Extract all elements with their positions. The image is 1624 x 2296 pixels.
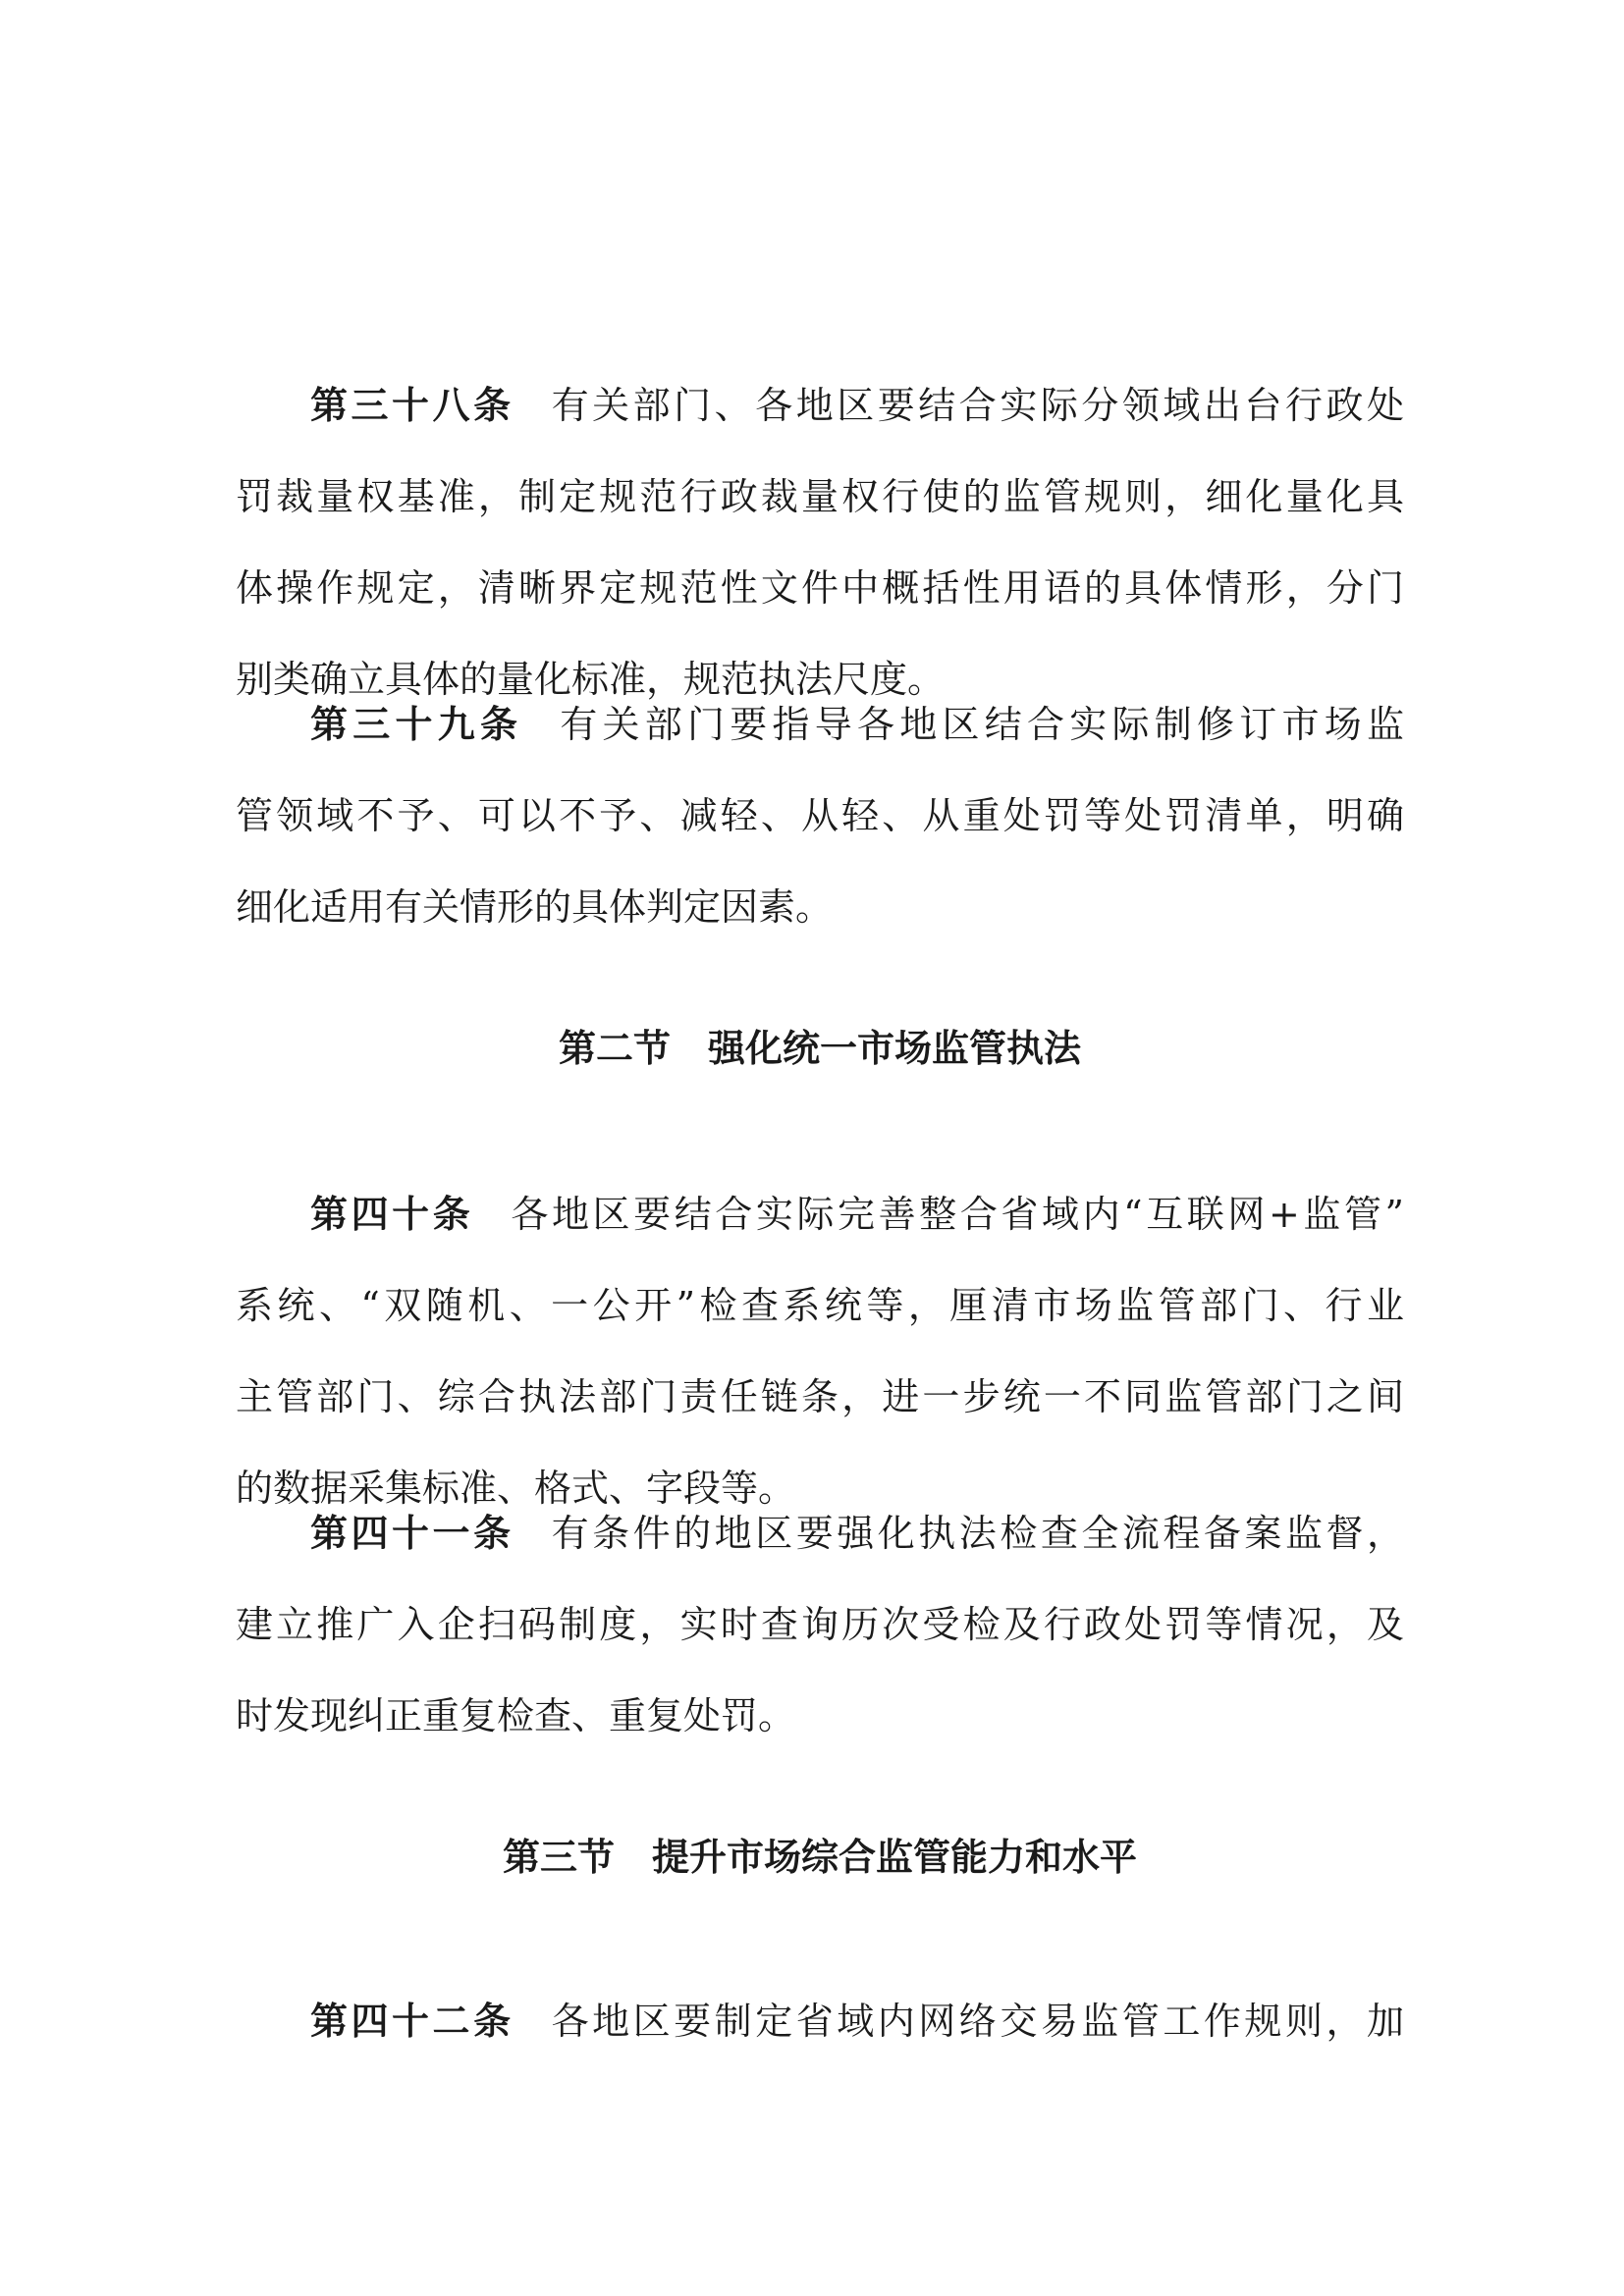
article-text-line: 建立推广入企扫码制度，实时查询历次受检及行政处罚等情况，及	[236, 1603, 1404, 1646]
article-first-line	[236, 1976, 1404, 2067]
article-40	[236, 1169, 1404, 1534]
article-first-line	[236, 1169, 1404, 1260]
section-title: 强化统一市场监管执法	[708, 1027, 1082, 1070]
article-text-line: 系统、“双随机、一公开”检查系统等，厘清市场监管部门、行业	[236, 1284, 1404, 1327]
article-first-line	[236, 679, 1404, 771]
article-text: 有关部门要指导各地区结合实际制修订市场监	[560, 703, 1404, 746]
article-text-line: 主管部门、综合执法部门责任链条，进一步统一不同监管部门之间	[236, 1375, 1404, 1418]
article-text: 各地区要结合实际完善整合省域内“互联网+监管”	[511, 1193, 1404, 1236]
article-text: 有关部门、各地区要结合实际分领域出台行政处	[551, 384, 1404, 427]
article-label: 第三十九条	[310, 703, 523, 746]
section-number: 第三节	[502, 1836, 615, 1879]
section-number: 第二节	[558, 1027, 671, 1070]
section-heading	[236, 1019, 1404, 1078]
article-41	[236, 1488, 1404, 1762]
article-first-line	[236, 1488, 1404, 1579]
section-title: 提升市场综合监管能力和水平	[652, 1836, 1138, 1879]
article-first-line	[236, 360, 1404, 452]
article-42	[236, 1976, 1404, 2067]
article-text: 各地区要制定省域内网络交易监管工作规则，加	[551, 2000, 1404, 2043]
article-text-line: 管领域不予、可以不予、减轻、从轻、从重处罚等处罚清单，明确	[236, 794, 1404, 837]
article-label: 第四十一条	[310, 1512, 514, 1555]
article-38	[236, 360, 1404, 725]
article-39	[236, 679, 1404, 953]
section-heading	[236, 1828, 1404, 1887]
article-text-line: 的数据采集标准、格式、字段等。	[236, 1467, 796, 1510]
article-text: 有条件的地区要强化执法检查全流程备案监督，	[551, 1512, 1404, 1555]
article-text-line: 细化适用有关情形的具体判定因素。	[236, 885, 834, 929]
article-text-line: 时发现纠正重复检查、重复处罚。	[236, 1694, 796, 1737]
article-text-line: 别类确立具体的量化标准，规范执法尺度。	[236, 658, 946, 701]
article-text-line: 体操作规定，清晰界定规范性文件中概括性用语的具体情形，分门	[236, 566, 1404, 610]
article-label: 第三十八条	[310, 384, 514, 427]
article-label: 第四十二条	[310, 2000, 514, 2043]
article-label: 第四十条	[310, 1193, 474, 1236]
article-text-line: 罚裁量权基准，制定规范行政裁量权行使的监管规则，细化量化具	[236, 475, 1404, 518]
